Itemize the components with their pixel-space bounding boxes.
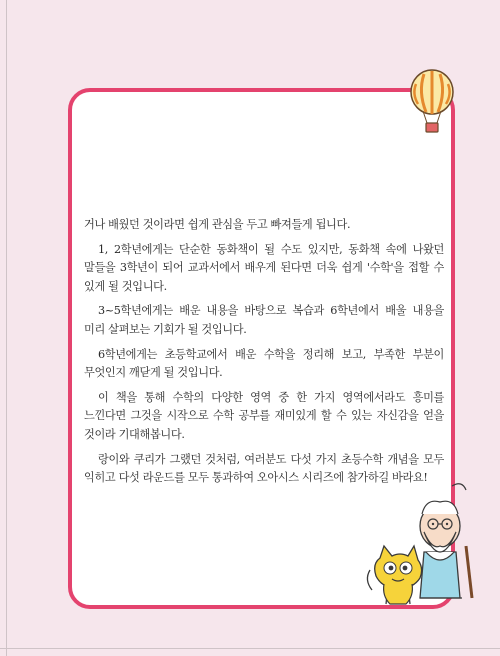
page-edge-bottom: [0, 648, 500, 649]
paragraph-1: 거나 배웠던 것이라면 쉽게 관심을 두고 빠져들게 됩니다.: [84, 218, 351, 231]
old-man-figure: [420, 484, 472, 598]
old-man-and-cat-illustration: [362, 480, 484, 608]
yellow-cat-figure: [367, 546, 421, 604]
paragraph-2: 1, 2학년에게는 단순한 동화책이 될 수도 있지만, 동화책 속에 나왔던 말들을 3학년이 되어 교과서에서 배우게 된다면 더욱 쉽게 '수학'을 접할 수 있게 될 것입니다.: [84, 242, 444, 293]
paragraph-3: 3~5학년에게는 배운 내용을 바탕으로 복습과 6학년에서 배울 내용을 미리 살펴보는 기회가 될 것입니다.: [84, 304, 444, 336]
body-text: [84, 216, 444, 494]
paragraph-4: 6학년에게는 초등학교에서 배운 수학을 정리해 보고, 부족한 부분이 무엇인지 깨닫게 될 것입니다.: [84, 347, 444, 380]
paragraph-6: 랑이와 쿠리가 그랬던 것처럼, 여러분도 다섯 가지 초등수학 개념을 모두 익히고 다섯 라운드를 모두 통과하여 오아시스 시리즈에 참가하길 바라요!: [84, 452, 444, 485]
hot-air-balloon-icon: [408, 68, 456, 136]
page-edge-left: [6, 0, 7, 656]
paragraph-5: 이 책을 통해 수학의 다양한 영역 중 한 가지 영역에서라도 흥미를 느낀다면 그것을 시작으로 수학 공부를 재미있게 할 수 있는 자신감을 얻을 것이라 기대해봅니다.: [84, 390, 444, 441]
